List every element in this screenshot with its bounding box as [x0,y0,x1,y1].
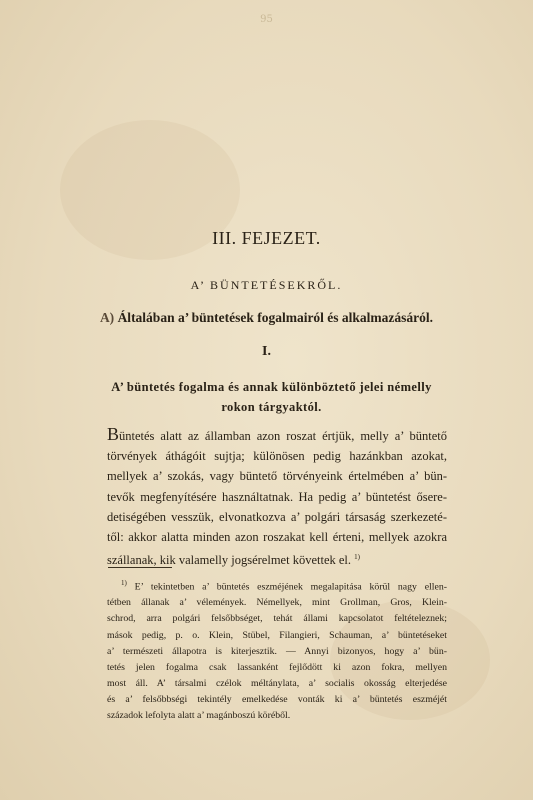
section-title: A’ BÜNTETÉSEKRŐL. [190,278,343,292]
body-paragraph [107,425,447,571]
drop-cap: B [107,424,120,444]
subsection-title [0,310,533,326]
footnote-line: és a’ felsőbbségi tekintély emelkedése vonták ki a’ büntetés eszméjét [107,693,447,705]
body-line: tevők megfenyítésére használtatnak. Ha pedig a’ büntetést ősere- [107,489,447,504]
footnote-line [107,575,447,595]
footnote-reference: 1) [354,553,360,562]
footnote-line-text: E’ tekintetben a’ büntetés eszméjének megalapitása körül nagy ellen- [134,581,447,593]
subsection-text: Általában a’ büntetések fogalmairól és alkalmazásáról. [117,310,434,325]
body-line [107,425,447,446]
footnote-rule [108,567,172,568]
footnote-line: tetés jelen fogalma csak lassanként fejlődött ki azon fokra, mellyen [107,661,447,673]
body-line-text: üntetés alatt az államban azon roszat értjük, melly a’ büntető [119,429,447,443]
body-line: detiségében vesszük, elvonatkozva a’ polgári társaság szerkezeté- [107,509,447,524]
chapter-title: III. FEJEZET. [212,228,321,248]
footnote-line: tétben állanak a’ vélemények. Némellyek, mint Grollman, Gros, Klein- [107,597,447,609]
body-line: től: akkor alatta minden azon roszakat kell érteni, mellyek azokra [107,530,447,545]
footnote-line: a’ természeti állapotra is kiterjesztik. — Annyi bizonyos, hogy a’ bün- [107,645,447,657]
article-title [90,377,453,417]
footnote-line: schrod, arra polgári felsőbbséget, tehát állami kapcsolatot feltételeznek; [107,613,447,625]
subsection-mark: A) [99,310,115,325]
body-line: mellyek a’ szokás, vagy büntető törvényeink értelmében a’ bün- [107,469,447,484]
body-line: törvények áthágóit sujtja; különösen pedig hazánkban azokat, [107,449,447,464]
article-title-line: rokon tárgyaktól. [221,400,322,414]
footnote-marker: 1) [121,579,127,587]
footnote-line: most áll. A’ társalmi czélok méltánylata, a’ socialis okosság elterjedése [107,677,447,689]
footnote [107,575,447,724]
article-number: I. [262,344,271,359]
article-title-line: A’ büntetés fogalma és annak különböztető jelei némelly [111,380,432,394]
footnote-line: mások pedig, p. o. Klein, Stübel, Filangieri, Schauman, a’ büntetéseket [107,629,447,641]
footnote-line: századok lefolyta alatt a’ magánboszú köréből. [107,710,291,722]
body-line-text: szállanak, kik valamelly jogsérelmet követtek el. [107,553,352,568]
page-number: 95 [260,14,273,25]
